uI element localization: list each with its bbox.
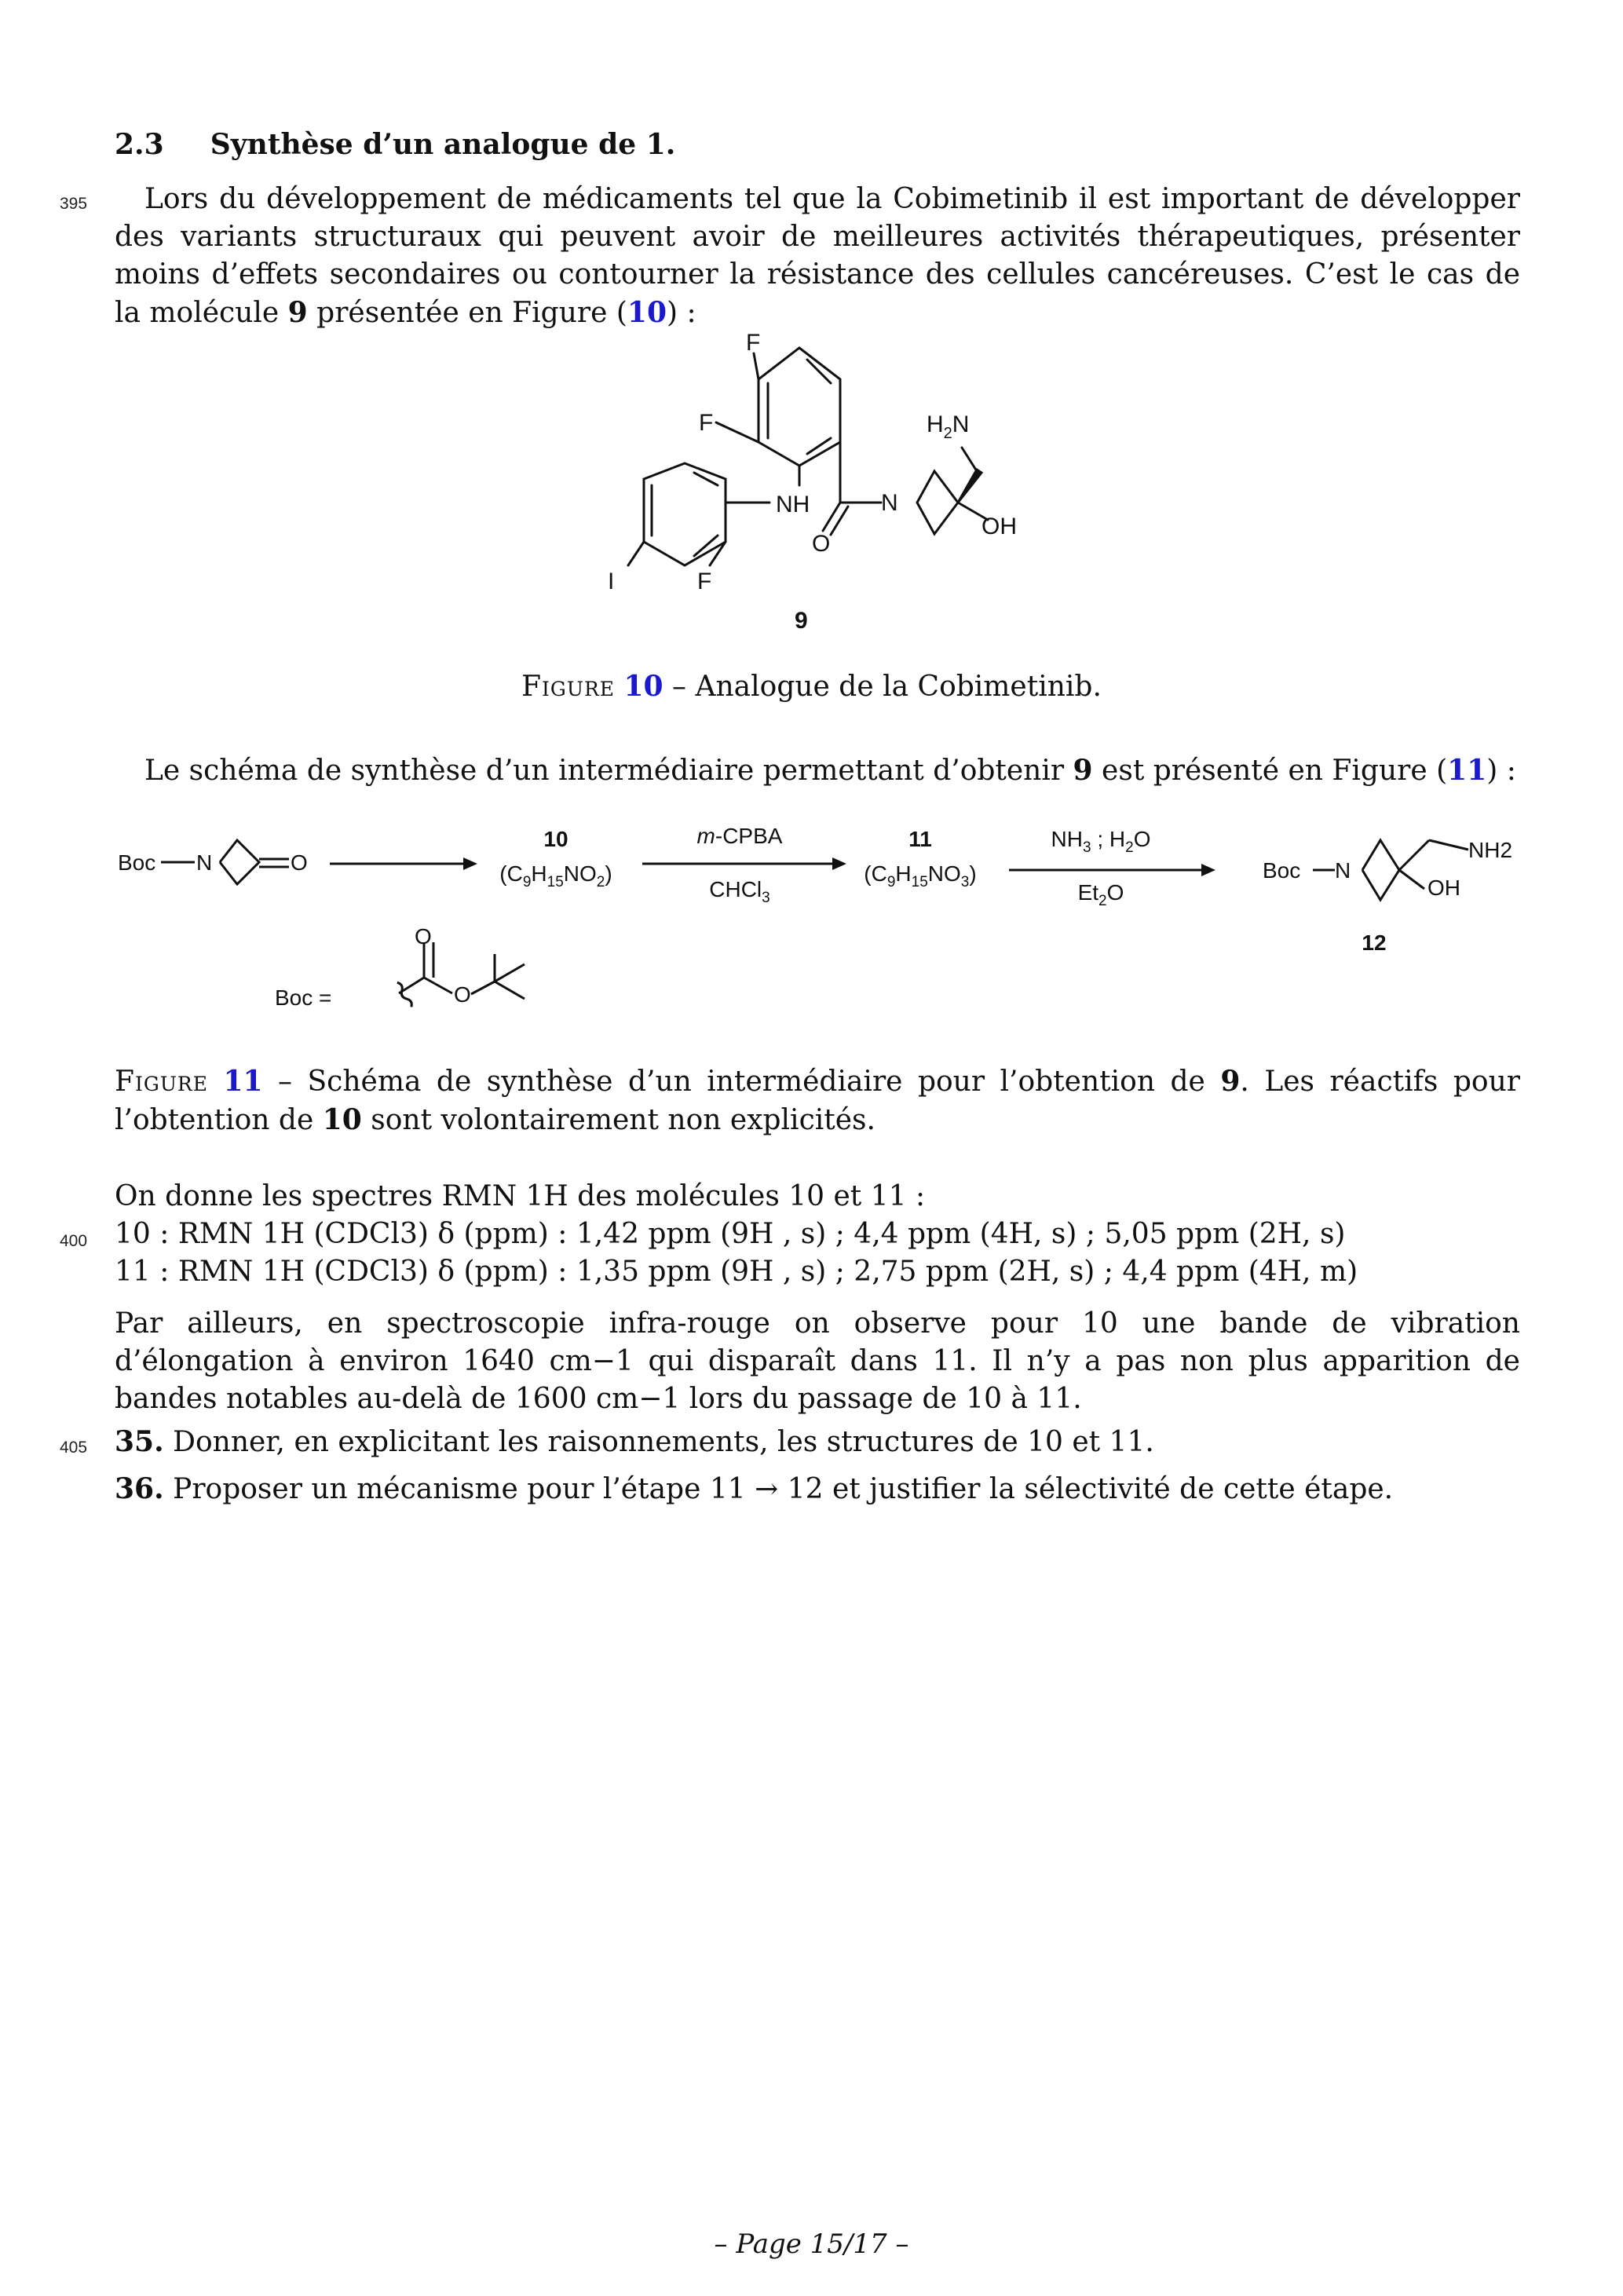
caption-number-11: 11 — [223, 1065, 263, 1098]
intro-text-end: ) : — [667, 297, 696, 329]
label-H2N: $H_2N$ — [927, 411, 970, 442]
compound-ref-9: 9 — [287, 296, 308, 329]
nmr-line-10: 10 : RMN 1H (CDCl3) δ (ppm) : 1,42 ppm (9H , s) ; 4,4 ppm (4H, s) ; 5,05 ppm (2H, s) — [115, 1218, 1346, 1250]
scheme-intro-mid: est présenté en Figure ( — [1092, 755, 1448, 787]
intro-text: Lors du développement de médicaments tel que la Cobimetinib il est important de développer des variants structuraux qui peuvent avoir de meilleures activités thérapeutiques, présenter moins d’effets secondaires ou contourner la résistance des cellules cancéreuses. C’est le cas de la molécule — [115, 183, 1520, 329]
section-number: 2.3 — [115, 128, 164, 161]
caption-prefix: Figure — [521, 671, 616, 703]
compound-ref-9b: 9 — [1073, 754, 1093, 787]
line-number-400: 400 — [60, 1232, 88, 1250]
caption-11-prefix: Figure — [115, 1066, 208, 1098]
product-boc: Boc — [1263, 858, 1301, 883]
nmr-line-11: 11 : RMN 1H (CDCl3) δ (ppm) : 1,35 ppm (9H , s) ; 2,75 ppm (2H, s) ; 4,4 ppm (4H, m) — [115, 1256, 1358, 1288]
caption-11-ref-9: 9 — [1220, 1065, 1241, 1098]
scheme-intro — [115, 751, 1520, 790]
label-I: I — [608, 569, 615, 594]
compound-11-formula: $(C_9H_{15}NO_3)$ — [864, 861, 977, 890]
product-nh2: NH2 — [1468, 838, 1513, 862]
caption-11-ref-10: 10 — [322, 1103, 362, 1136]
step2-above: m-CPBA — [696, 824, 783, 848]
step2-below: CHCl$_3$ — [709, 877, 770, 906]
figure-10-caption — [0, 667, 1623, 706]
figure-ref-10[interactable]: 10 — [627, 296, 667, 329]
figure-10-molecule — [0, 0, 1623, 652]
question-35 — [115, 1423, 1520, 1461]
page-footer: – Page 15/17 – — [714, 2228, 909, 2260]
question-36 — [115, 1470, 1520, 1508]
caption-11-text-2: . Les réactifs pour l’obtention de — [115, 1066, 1520, 1136]
question-35-text: Donner, en explicitant les raisonnements, les structures de 10 et 11. — [173, 1426, 1154, 1458]
nmr-intro: On donne les spectres RMN 1H des molécules 10 et 11 : — [115, 1180, 926, 1212]
question-35-number: 35. — [115, 1425, 164, 1458]
boc-o-top: O — [415, 924, 432, 949]
step3-above: $NH_3$ ; $H_2O$ — [1051, 827, 1151, 856]
caption-11-text: – Schéma de synthèse d’un intermédiaire pour l’obtention de — [262, 1066, 1221, 1098]
scheme-intro-text: Le schéma de synthèse d’un intermédiaire permettant d’obtenir — [144, 755, 1073, 787]
figure-11-scheme — [0, 809, 1623, 1036]
caption-11-text-3: sont volontairement non explicités. — [361, 1104, 875, 1136]
line-number-405: 405 — [60, 1439, 88, 1457]
compound-11-label: 11 — [908, 827, 932, 851]
label-NH: NH — [776, 492, 810, 517]
boc-def-label: Boc = — [275, 985, 332, 1010]
compound-label-9: 9 — [795, 608, 808, 634]
compound-12-label: 12 — [1362, 930, 1387, 955]
label-N-ring: N — [881, 490, 898, 516]
label-F-bottom: F — [697, 569, 712, 594]
compound-10-label: 10 — [543, 827, 568, 851]
step3-below: $Et_2O$ — [1077, 880, 1124, 909]
label-F-mid: F — [699, 410, 714, 436]
start-n: N — [196, 850, 213, 875]
start-o: O — [291, 850, 308, 875]
section-title: Synthèse d’un analogue de 1. — [210, 128, 676, 161]
label-F-top: F — [746, 330, 761, 356]
caption-text: – Analogue de la Cobimetinib. — [663, 671, 1102, 703]
caption-number-10: 10 — [623, 670, 663, 703]
product-oh: OH — [1427, 876, 1460, 900]
question-36-text: Proposer un mécanisme pour l’étape 11 → 12 et justifier la sélectivité de cette étape. — [173, 1473, 1394, 1505]
scheme-intro-end: ) : — [1486, 755, 1516, 787]
start-boc: Boc — [118, 850, 156, 875]
question-36-number: 36. — [115, 1472, 164, 1505]
figure-11-caption — [115, 1062, 1520, 1139]
ir-paragraph: Par ailleurs, en spectroscopie infra-rouge on observe pour 10 une bande de vibration d’élongation à environ 1640 cm−1 qui disparaît dans 11. Il n’y a pas non plus apparition de bandes notables au-delà de 1600 cm−1 lors du passage de 10 à 11. — [115, 1307, 1520, 1415]
boc-o-ester: O — [454, 982, 471, 1007]
figure-ref-11[interactable]: 11 — [1447, 754, 1487, 787]
compound-10-formula: $(C_9H_{15}NO_2)$ — [499, 861, 612, 890]
label-OH: OH — [981, 514, 1017, 539]
intro-text-2: présentée en Figure ( — [307, 297, 627, 329]
label-O: O — [812, 531, 831, 557]
line-number-395: 395 — [60, 195, 88, 213]
product-n: N — [1335, 858, 1351, 883]
